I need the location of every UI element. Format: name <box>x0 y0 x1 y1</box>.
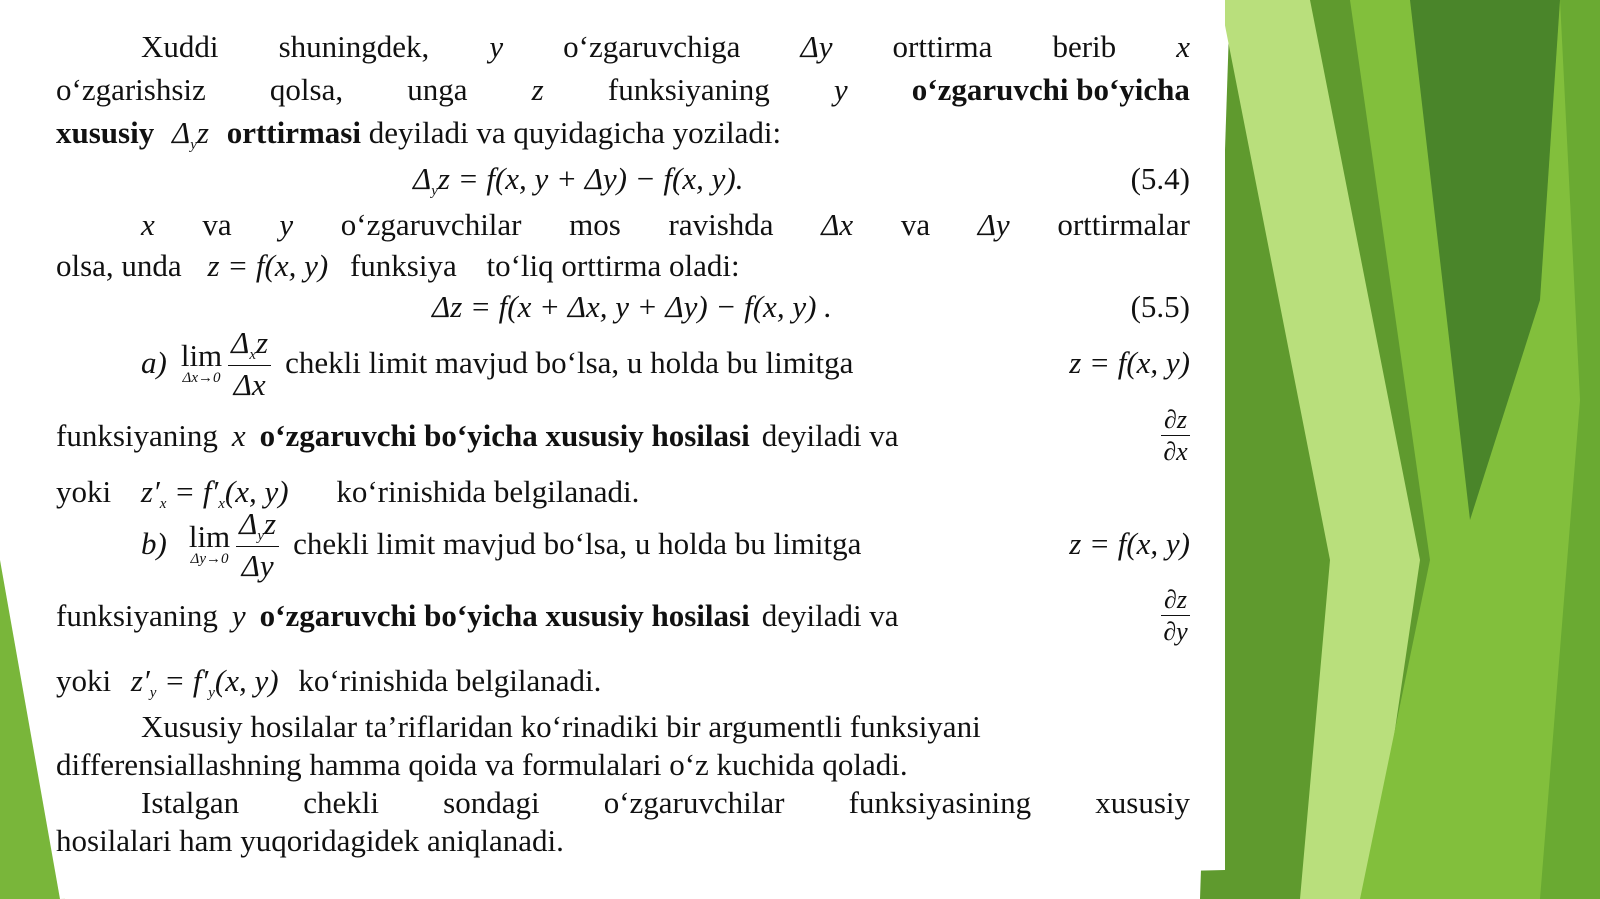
text: yoki <box>56 474 112 509</box>
text: funksiyaning <box>56 418 218 453</box>
bold-term: orttirmasi <box>226 115 361 150</box>
fraction-denominator: ∂x <box>1163 437 1188 466</box>
text-word: unga <box>407 72 468 107</box>
item-b-line-2 <box>56 583 1190 649</box>
math-delta-y-z <box>171 115 209 153</box>
text-word: ravishda <box>668 207 774 242</box>
text: funksiya <box>349 248 457 283</box>
text-word: orttirma <box>892 29 993 64</box>
text: chekli limit mavjud bo‘lsa, u holda bu limitga <box>293 526 862 561</box>
limit-operator <box>181 340 222 386</box>
math-part: (x, y) <box>214 663 279 698</box>
math-var: y <box>279 207 294 242</box>
lim-subscript: Δx→0 <box>182 370 221 386</box>
math-var: z <box>531 72 544 107</box>
math-var: z <box>256 324 269 360</box>
math-var: Δx <box>821 207 854 242</box>
math-part: = f′ <box>166 474 219 509</box>
equation-number: (5.4) <box>1130 161 1190 196</box>
math-var: x <box>231 418 246 453</box>
partial-derivative-x <box>1161 407 1190 465</box>
text-word: berib <box>1052 29 1117 64</box>
text-word: Xuddi <box>141 29 219 64</box>
paragraph-1-line-1 <box>141 28 1190 66</box>
text: ko‘rinishida belgilanadi. <box>298 663 602 698</box>
math-var: y <box>489 29 504 64</box>
item-label: a) <box>141 345 167 380</box>
bold-term: o‘zgaruvchi bo‘yicha xususiy hosilasi <box>259 418 750 453</box>
fraction-denominator: Δx <box>233 366 266 402</box>
math-var: Δy <box>977 207 1010 242</box>
math-formula: z = f(x, y) <box>207 248 329 283</box>
math-formula: z = f(x, y) <box>1069 345 1190 380</box>
text: deyiladi va quyidagicha yoziladi: <box>368 115 782 150</box>
item-a-line-2 <box>56 403 1190 469</box>
math-part: z′ <box>140 474 160 509</box>
math-formula: z = f(x, y) <box>1069 526 1190 561</box>
math-var: Δy <box>800 29 833 64</box>
paragraph-1-line-2 <box>56 71 1190 109</box>
text: to‘liq orttirma oladi: <box>486 248 740 283</box>
equation-5-4 <box>413 160 743 210</box>
math-sub: y <box>149 685 157 701</box>
text-word: o‘zgaruvchilar <box>340 207 522 242</box>
equation-number: (5.5) <box>1130 289 1190 324</box>
math-sub: y <box>208 685 215 701</box>
fraction-numerator: ∂z <box>1161 407 1190 436</box>
math-var: z <box>196 115 209 150</box>
math-formula <box>140 474 289 512</box>
math-symbol: Δ <box>413 161 432 196</box>
limit-operator <box>189 521 230 567</box>
math-symbol: Δ <box>239 505 258 541</box>
text: yoki <box>56 663 112 698</box>
text: deyiladi va <box>761 598 899 633</box>
paragraph-4-line-1 <box>141 784 1190 822</box>
paragraph-2-line-2 <box>56 247 1190 285</box>
lim-text: lim <box>180 338 223 373</box>
text-word: orttirmalar <box>1057 207 1190 242</box>
text-word: funksiyasining <box>848 785 1032 820</box>
text-word: o‘zgaruvchiga <box>563 29 741 64</box>
fraction-denominator: Δy <box>241 547 274 583</box>
math-symbol: Δ <box>171 115 191 150</box>
math-var: y <box>833 72 848 107</box>
bold-term: xususiy <box>56 115 155 150</box>
text-word: sondagi <box>443 785 540 820</box>
equation-5-5: Δz = f(x + Δx, y + Δy) − f(x, y) . <box>432 289 832 324</box>
text: olsa, unda <box>56 248 182 283</box>
fraction-denominator: ∂y <box>1163 617 1188 646</box>
math-var: z <box>264 505 277 541</box>
lim-text: lim <box>188 519 231 554</box>
math-var: x <box>1176 29 1190 64</box>
item-b-line-1 <box>141 505 1190 583</box>
math-sub: y <box>190 137 197 153</box>
paragraph-3-line-2: differensiallashning hamma qoida va formulalari o‘z kuchida qoladi. <box>56 747 908 782</box>
lim-subscript: Δy→0 <box>190 551 229 567</box>
math-sub: y <box>257 527 265 544</box>
text-word: qolsa, <box>269 72 344 107</box>
paragraph-4-line-2: hosilalari ham yuqoridagidek aniqlanadi. <box>56 823 564 858</box>
math-part: = f′ <box>156 663 209 698</box>
math-var: x <box>141 207 155 242</box>
fraction-numerator: ∂z <box>1161 587 1190 616</box>
math-formula <box>130 663 279 701</box>
paragraph-1-line-3 <box>56 114 1190 164</box>
text-word: shuningdek, <box>278 29 430 64</box>
text: deyiladi va <box>761 418 899 453</box>
text: chekli limit mavjud bo‘lsa, u holda bu limitga <box>285 345 854 380</box>
text-word: chekli <box>303 785 380 820</box>
paragraph-2-line-1 <box>141 206 1190 244</box>
bold-term: o‘zgaruvchi bo‘yicha xususiy hosilasi <box>259 598 750 633</box>
text-word: Istalgan <box>141 785 240 820</box>
partial-derivative-y <box>1161 587 1190 645</box>
text-word: o‘zgarishsiz <box>56 72 206 107</box>
math-sub: x <box>249 346 257 363</box>
text: ko‘rinishida belgilanadi. <box>336 474 640 509</box>
math-body: z = f(x, y + Δy) − f(x, y). <box>437 161 744 196</box>
math-var: y <box>231 598 246 633</box>
text: funksiyaning <box>56 598 218 633</box>
text-word: mos <box>569 207 621 242</box>
item-label: b) <box>141 526 167 561</box>
paragraph-3-line-1: Xususiy hosilalar ta’riflaridan ko‘rinadiki bir argumentli funksiyani <box>141 709 981 744</box>
text-word: va <box>202 207 232 242</box>
text-word: funksiyaning <box>607 72 770 107</box>
text-word: xususiy <box>1095 785 1190 820</box>
math-sub: y <box>431 183 438 199</box>
math-part: z′ <box>130 663 150 698</box>
item-b-line-3 <box>56 662 1190 712</box>
item-a-line-1 <box>141 324 1190 402</box>
difference-quotient-x <box>228 324 271 402</box>
text-word: o‘zgaruvchilar <box>603 785 785 820</box>
math-symbol: Δ <box>231 324 250 360</box>
bold-term: o‘zgaruvchi bo‘yicha <box>911 72 1190 107</box>
text-word: va <box>900 207 931 242</box>
difference-quotient-y <box>236 505 279 583</box>
math-sub: x <box>218 496 225 512</box>
math-sub: x <box>159 496 167 512</box>
math-part: (x, y) <box>224 474 289 509</box>
